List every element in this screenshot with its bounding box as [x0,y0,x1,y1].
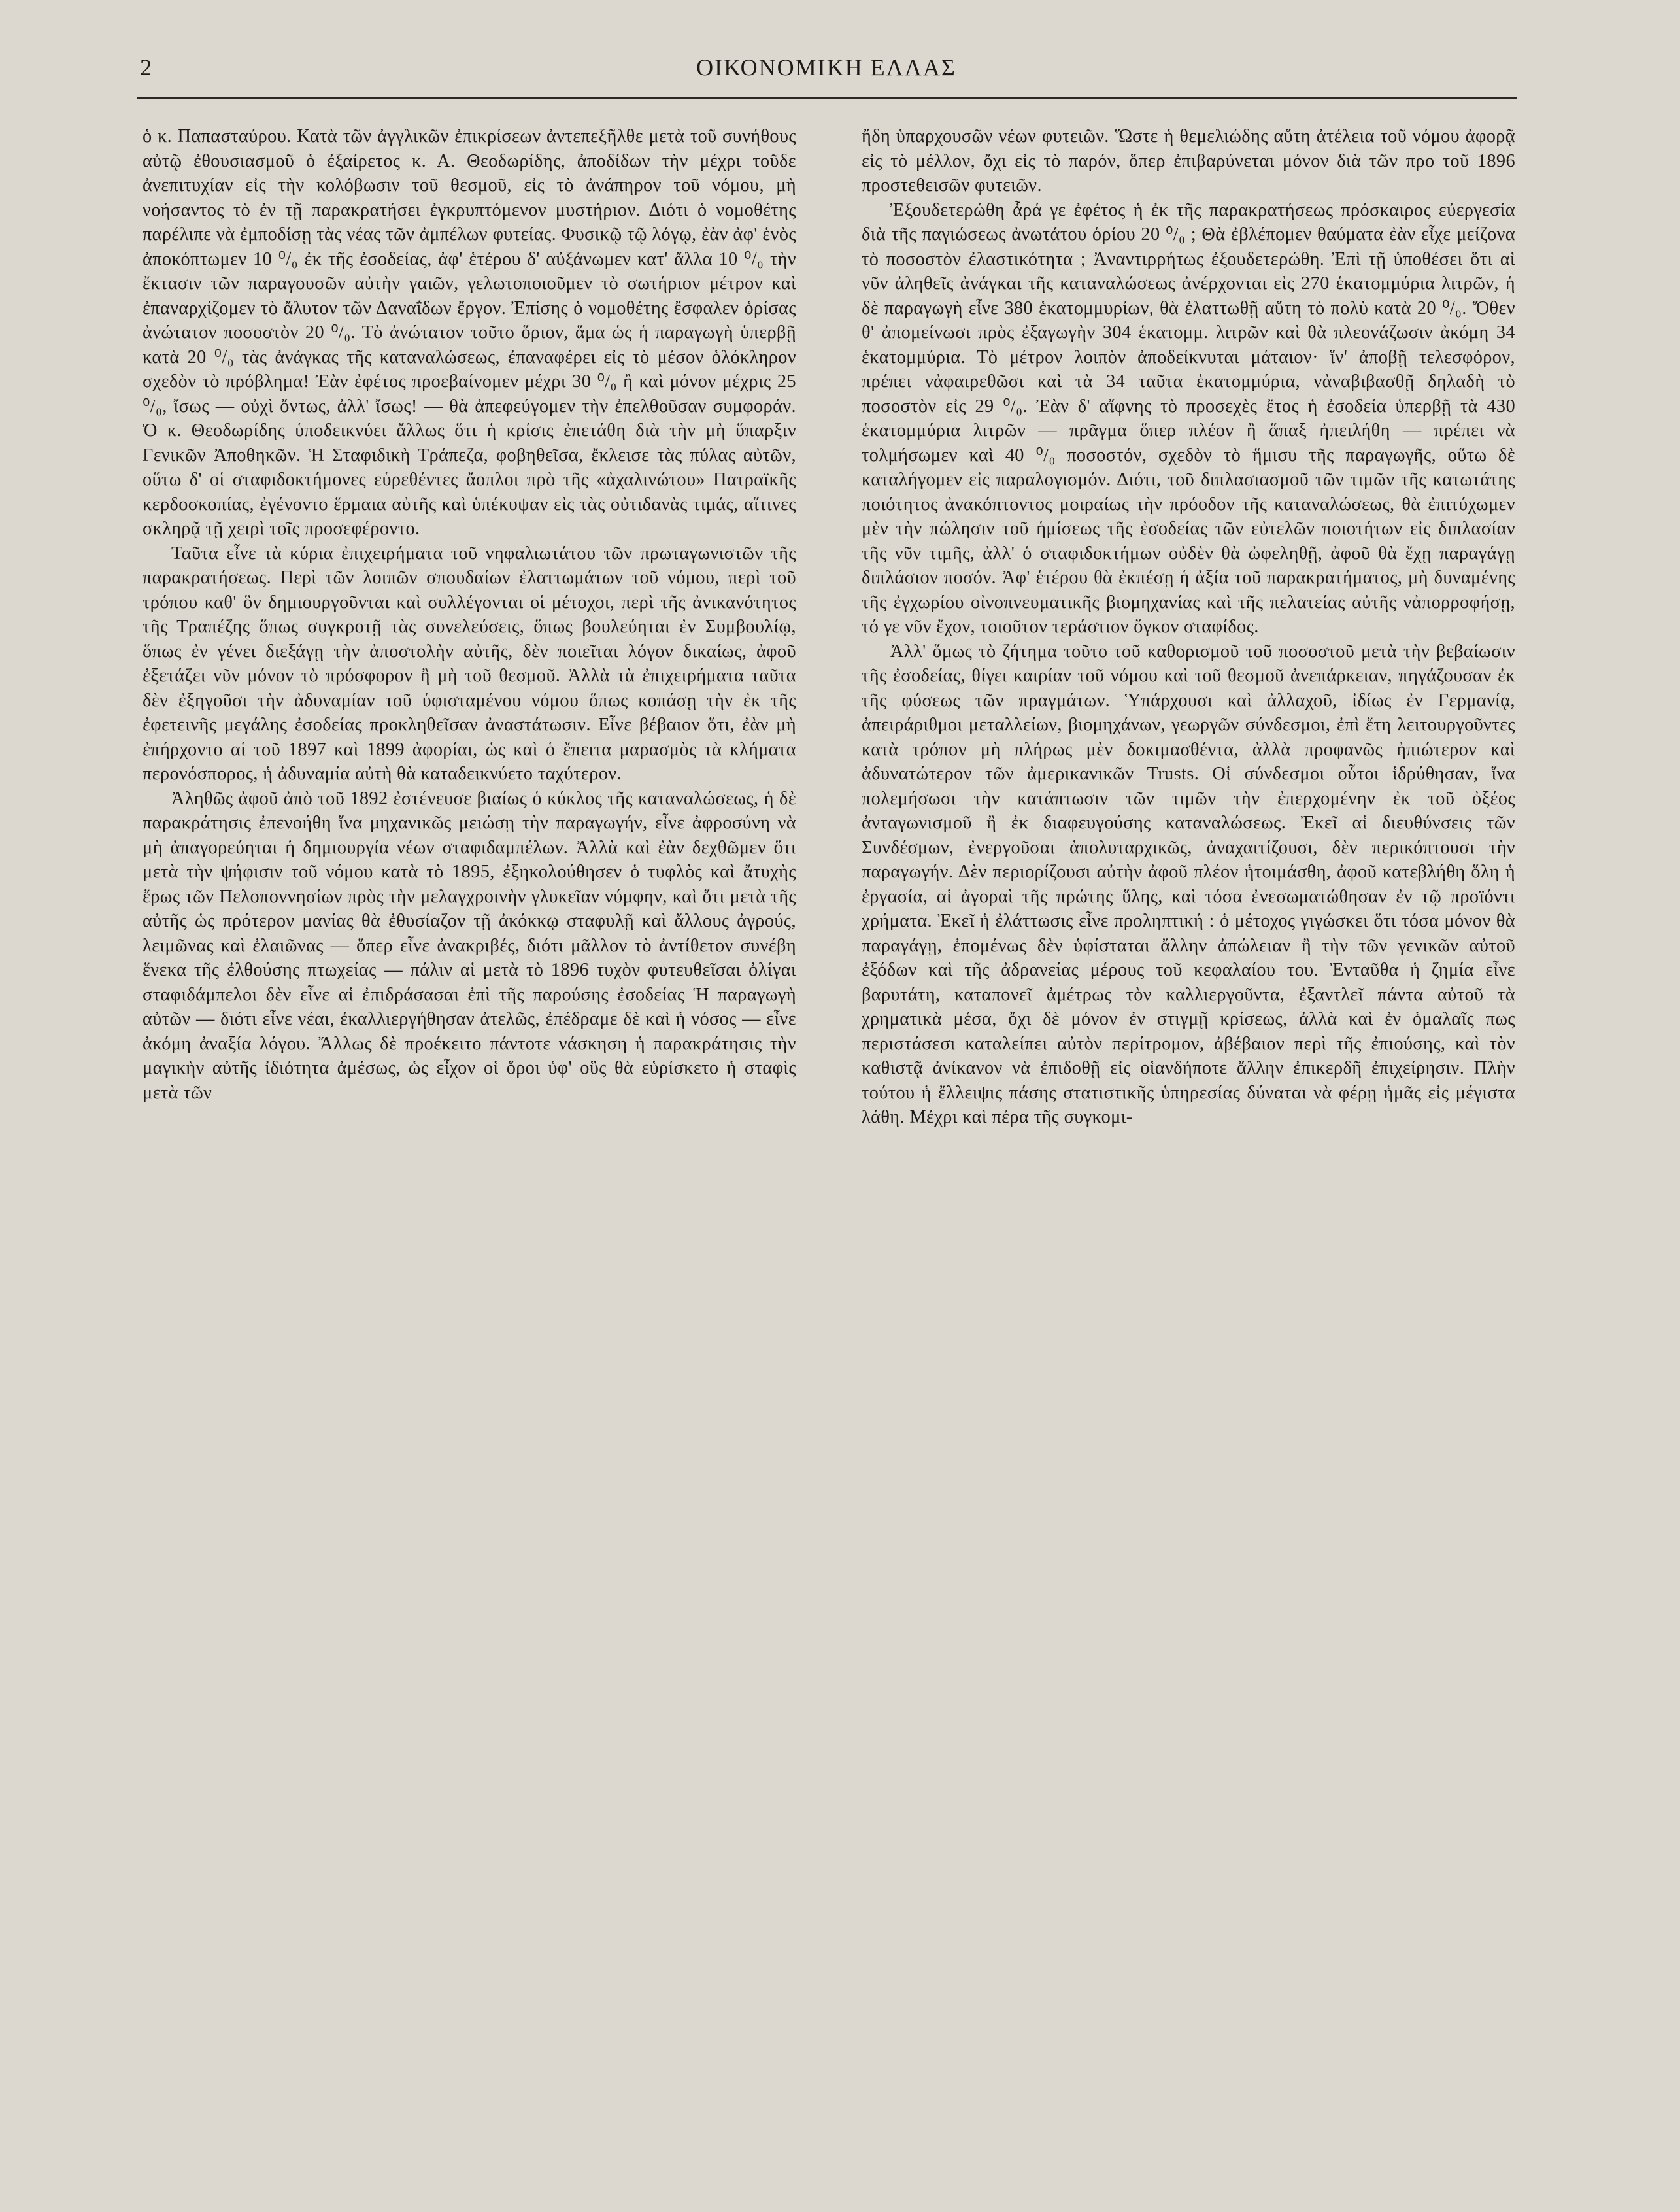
header-rule [137,97,1517,99]
page-number: 2 [140,54,152,80]
journal-title: ΟΙΚΟΝΟΜΙΚΗ ΕΛΛΑΣ [696,54,956,80]
paragraph: Ἀλλ' ὅμως τὸ ζήτημα τοῦτο τοῦ καθορισμοῦ τοῦ ποσοστοῦ μετὰ τὴν βεβαίωσιν τῆς ἐσοδείας, θίγει καιρίαν τοῦ νόμου καὶ τοῦ θεσμοῦ ἀνεπάρκειαν, πηγάζουσαν ἐκ τῆς φύσεως τῶν πραγμάτων. Ὑπάρχουσι καὶ ἀλλαχοῦ, ἰδίως ἐν Γερμανίᾳ, ἀπειράριθμοι μεταλλείων, βιομηχάνων, γεωργῶν σύνδεσμοι, ἐπὶ ἔτη λειτουργοῦντες κατὰ τρόπον μὴ πλήρως μὲν δοκιμασθέντα, ἀλλὰ προφανῶς ἠπιώτερον καὶ ἀδυνατώτερον τῶν ἀμερικανικῶν Trusts. Οἱ σύνδεσμοι οὗτοι ἱδρύθησαν, ἵνα πολεμήσωσι τὴν κατάπτωσιν τῶν τιμῶν τὴν ἐπερχομένην ἐκ τοῦ ὀξέος ἀνταγωνισμοῦ ἢ ἐκ διαφευγούσης καταναλώσεως. Ἐκεῖ αἱ διευθύνσεις τῶν Συνδέσμων, ἐνεργοῦσαι ἀπολυταρχικῶς, ἀναχαιτίζουσι, δὲν περικόπτουσι τὴν παραγωγήν. Δὲν περιορίζουσι αὐτὴν ἀφοῦ πλέον ἡτοιμάσθη, ἀφοῦ κατεβλήθη ὅλη ἡ ἐργασία, αἱ ἀγοραὶ τῆς πρώτης ὕλης, καὶ τόσα ἐνεσωματώθησαν ἐν τῷ προϊόντι χρήματα. Ἐκεῖ ἡ ἐλάττωσις εἶνε προληπτική : ὁ μέτοχος γιγώσκει ὅτι τόσα μόνον θὰ παραγάγῃ, ἐπομένως δὲν ὑφίσταται ἄλλην ἀπώλειαν ἢ τὴν τῶν γενικῶν αὐτοῦ ἐξόδων καὶ τῆς ἀδρανείας μέρους τοῦ κεφαλαίου του. Ἐνταῦθα ἡ ζημία εἶνε βαρυτάτη, καταπονεῖ ἀμέτρως τὸν καλλιεργοῦντα, ἐξαντλεῖ πάντα αὐτοῦ τὰ χρηματικὰ μέσα, ὄχι δὲ μόνον ἐν στιγμῇ κρίσεως, ἀλλὰ καὶ ἐν ὁμαλαῖς πως περιστάσεσι καταλείπει αὐτὸν περίτρομον, ἀβέβαιον περὶ τῆς ἐπιούσης, καὶ τὸν καθιστᾷ ἀνίκανον νὰ ἐπιδοθῇ εἰς οἱανδήποτε ἄλλην ἐπικερδῆ ἐπιχείρησιν. Πλὴν τούτου ἡ ἔλλειψις πάσης στατιστικῆς ὑπηρεσίας δύναται νὰ φέρῃ ἡμᾶς εἰς μέγιστα λάθη. Μέχρι καὶ πέρα τῆς συγκομι- [862,641,1515,1127]
left-column [143,124,796,1105]
page-header [140,54,1513,90]
paragraph: ἤδη ὑπαρχουσῶν νέων φυτειῶν. Ὥστε ἡ θεμελιώδης αὕτη ἀτέλεια τοῦ νόμου ἀφορᾷ εἰς τὸ μέλλον, ὄχι εἰς τὸ παρόν, ὅπερ ἐπιβαρύνεται μόνον διὰ τῶν προ τοῦ 1896 προστεθεισῶν φυτειῶν. [862,126,1515,196]
paragraph: Ἀληθῶς ἀφοῦ ἀπὸ τοῦ 1892 ἐστένευσε βιαίως ὁ κύκλος τῆς καταναλώσεως, ἡ δὲ παρακράτησις ἐπενοήθη ἵνα μηχανικῶς μειώσῃ τὴν παραγωγήν, εἶνε ἀφροσύνη νὰ μὴ ἀπαγορεύηται ἡ δημιουργία νέων σταφιδαμπέλων. Ἀλλὰ καὶ ἐὰν δεχθῶμεν ὅτι μετὰ τὴν ψήφισιν τοῦ νόμου κατὰ τὸ 1895, ἐξηκολούθησεν ὁ τυφλὸς καὶ ἄτυχὴς ἔρως τῶν Πελοποννησίων πρὸς τὴν μελαγχροινὴν γλυκεῖαν νύμφην, καὶ ὅτι μετὰ τῆς αὐτῆς ὡς πρότερον μανίας θὰ ἐθυσίαζον τῇ ἀκόκκῳ σταφυλῇ καὶ ἄλλους ἀγρούς, λειμῶνας καὶ ἐλαιῶνας — ὅπερ εἶνε ἀνακριβές, διότι μᾶλλον τὸ ἀντίθετον συνέβη ἕνεκα τῆς ἐλθούσης πτωχείας — πάλιν αἱ μετὰ τὸ 1896 τυχὸν φυτευθεῖσαι ὀλίγαι σταφιδάμπελοι δὲν εἶνε αἱ ἐπιδράσασαι ἐπὶ τῆς παρούσης ἐσοδείας Ἡ παραγωγὴ αὐτῶν — διότι εἶνε νέαι, ἐκαλλιεργήθησαν ἀτελῶς, ἐπέδραμε δὲ καὶ ἡ νόσος — εἶνε ἀκόμη ἀναξία λόγου. Ἄλλως δὲ προέκειτο πάντοτε νάσκηση ἡ παρακράτησις τὴν μαγικὴν αὐτῆς ἰδιότητα ἀμέσως, ὡς εἶχον οἱ ὅροι ὑφ' οὓς θὰ εὑρίσκετο ἡ σταφὶς μετὰ τῶν [143,788,796,1103]
paragraph: ὁ κ. Παπασταύρου. Κατὰ τῶν ἀγγλικῶν ἐπικρίσεων ἀντεπεξῆλθε μετὰ τοῦ συνήθους αὐτῷ ἐθουσιασμοῦ ὁ ἐξαίρετος κ. Α. Θεοδωρίδης, ἀποδίδων τὴν μέχρι τοῦδε ἀνεπιτυχίαν εἰς τὴν κολόβωσιν τοῦ θεσμοῦ, εἰς τὸ ἀνάπηρον τοῦ νόμου, μὴ νοήσαντος τὸ ἐν τῇ παρακρατήσει ἐγκρυπτόμενον μυστήριον. Διότι ὁ νομοθέτης παρέλιπε νὰ ἐμποδίσῃ τὰς νέας τῶν ἀμπέλων φυτείας. Φυσικῷ τῷ λόγῳ, ἐὰν ἀφ' ἑνὸς ἀποκόπτωμεν 10 ⁰/₀ ἐκ τῆς ἐσοδείας, ἀφ' ἑτέρου δ' αὐξάνωμεν κατ' ἄλλα 10 ⁰/₀ τὴν ἔκτασιν τῶν παραγουσῶν αὐτὴν γαιῶν, γελωτοποιοῦμεν τὸ σωτήριον μέτρον καὶ ἐπαναρχίζομεν τὸ ἄλυτον τῶν Δαναΐδων ἔργον. Ἐπίσης ὁ νομοθέτης ἔσφαλεν ὁρίσας ἀνώτατον ποσοστὸν 20 ⁰/₀. Τὸ ἀνώτατον τοῦτο ὅριον, ἅμα ὡς ἡ παραγωγὴ ὑπερβῇ κατὰ 20 ⁰/₀ τὰς ἀνάγκας τῆς καταναλώσεως, ἐπαναφέρει εἰς τὸ μέσον ὁλόκληρον σχεδὸν τὸ πρόβλημα! Ἐὰν ἐφέτος προεβαίνομεν μέχρι 30 ⁰/₀ ἢ καὶ μόνον μέχρις 25 ⁰/₀, ἴσως — οὐχὶ ὄντως, ἀλλ' ἴσως! — θὰ ἀπεφεύγομεν τὴν ἐπελθοῦσαν συμφοράν. Ὁ κ. Θεοδωρίδης ὑποδεικνύει ἄλλως ὅτι ἡ κρίσις ἐπετάθη διὰ τὴν μὴ ὕπαρξιν Γενικῶν Ἀποθηκῶν. Ἡ Σταφιδικὴ Τράπεζα, φοβηθεῖσα, ἔκλεισε τὰς πύλας αὐτῶν, οὕτω δ' οἱ σταφιδοκτήμονες εὑρεθέντες ἄοπλοι πρὸ τῆς «ἀχαλινώτου» Πατραϊκῆς κερδοσκοπίας, ἐγένοντο ἕρμαια αὐτῆς καὶ ὑπέκυψαν εἰς τὰς οὐτιδανὰς τιμάς, αἵτινες σκληρᾷ τῇ χειρὶ τοῖς προσεφέροντο. [143,126,796,539]
right-column [862,124,1515,1130]
paragraph: Ἐξουδετερώθη ἆρά γε ἐφέτος ἡ ἐκ τῆς παρακρατήσεως πρόσκαιρος εὐεργεσία διὰ τῆς παγιώσεως ἀνωτάτου ὁρίου 20 ⁰/₀ ; Θὰ ἐβλέπομεν θαύματα ἐὰν εἶχε μείζονα τὸ ποσοστὸν ἐλαστικότητα ; Ἀναντιρρήτως ἐξουδετερώθη. Ἐπὶ τῇ ὑποθέσει ὅτι αἱ νῦν ἀληθεῖς ἀνάγκαι τῆς καταναλώσεως ἀνέρχονται εἰς 270 ἑκατομμύρια λιτρῶν, ἡ δὲ παραγωγὴ εἶνε 380 ἑκατομμυρίων, θὰ ἐλαττωθῇ αὕτη τὸ πολὺ κατὰ 20 ⁰/₀. Ὅθεν θ' ἀπομείνωσι πρὸς ἐξαγωγὴν 304 ἑκατομμ. λιτρῶν καὶ θὰ πλεονάζωσιν ἀκόμη 34 ἑκατομμύρια. Τὸ μέτρον λοιπὸν ἀποδείκνυται μάταιον· ἵν' ἀποβῇ τελεσφόρον, πρέπει νἀφαιρεθῶσι καὶ τὰ 34 ταῦτα ἑκατομμύρια, νἀναβιβασθῇ δηλαδὴ τὸ ποσοστὸν εἰς 29 ⁰/₀. Ἐὰν δ' αἴφνης τὸ προσεχὲς ἔτος ἡ ἐσοδεία ὑπερβῇ τὰ 430 ἑκατομμύρια λιτρῶν — πρᾶγμα ὅπερ πλέον ἢ ἅπαξ ἠπειλήθη — πρέπει νὰ τολμήσωμεν καὶ 40 ⁰/₀ ποσοστόν, σχεδὸν τὸ ἥμισυ τῆς παραγωγῆς, οὕτω δὲ καταλήγομεν εἰς παραλογισμόν. Διότι, τοῦ διπλασιασμοῦ τῶν τιμῶν τῆς κατωτάτης ποιότητος ἀνακόπτοντος μοιραίως τὴν πρόοδον τῆς καταναλώσεως, θὰ ἐπιτύχωμεν μὲν τὴν πώλησιν τοῦ ἡμίσεως τῆς ἐσοδείας τῶν εὐτελῶν ποιοτήτων εἰς διπλασίαν τῆς νῦν τιμῆς, ἀλλ' ὁ σταφιδοκτήμων οὐδὲν θὰ ὠφεληθῇ, ἀφοῦ θὰ ἔχῃ παραγάγῃ διπλάσιον ποσόν. Ἀφ' ἑτέρου θὰ ἐκπέσῃ ἡ ἀξία τοῦ παρακρατήματος, μὴ δυναμένης τῆς ἐγχωρίου οἰνοπνευματικῆς βιομηχανίας καὶ τῆς πελατείας αὐτῆς νἀπορροφήσῃ, τό γε νῦν ἔχον, τοιοῦτον τεράστιον ὄγκον σταφίδος. [862,199,1515,637]
paragraph: Ταῦτα εἶνε τὰ κύρια ἐπιχειρήματα τοῦ νηφαλιωτάτου τῶν πρωταγωνιστῶν τῆς παρακρατήσεως. Περὶ τῶν λοιπῶν σπουδαίων ἐλαττωμάτων τοῦ νόμου, περὶ τοῦ τρόπου καθ' ὃν δημιουργοῦνται καὶ συλλέγονται οἱ μέτοχοι, περὶ τῆς ἀνικανότητος τῆς Τραπέζης ὅπως συγκροτῇ τὰς συνελεύσεις, ὅπως βουλεύηται ἐν Συμβουλίῳ, ὅπως ἐν γένει διεξάγῃ τὴν ἀποστολὴν αὐτῆς, δὲν ποιεῖται λόγον δικαίως, ἀφοῦ ἐξετάζει νῦν μόνον τὸ πρόσφορον ἢ μὴ τοῦ θεσμοῦ. Ἀλλὰ τὰ ἐπιχειρήματα ταῦτα δὲν ἐξηγοῦσι τὴν ἀδυναμίαν τοῦ ὑφισταμένου νόμου ὅπως κοπάσῃ τὴν ἐκ τῆς ἐφετεινῆς μεγάλης ἐσοδείας προκληθεῖσαν ἀναστάτωσιν. Εἶνε βέβαιον ὅτι, ἐὰν μὴ ἐπήρχοντο αἱ τοῦ 1897 καὶ 1899 ἀφορίαι, ὡς καὶ ὁ ἔπειτα μαρασμὸς τὰ κλήματα περονόσπορος, ἡ ἀδυναμία αὐτὴ θὰ καταδεικνύετο ταχύτερον. [143,543,796,784]
